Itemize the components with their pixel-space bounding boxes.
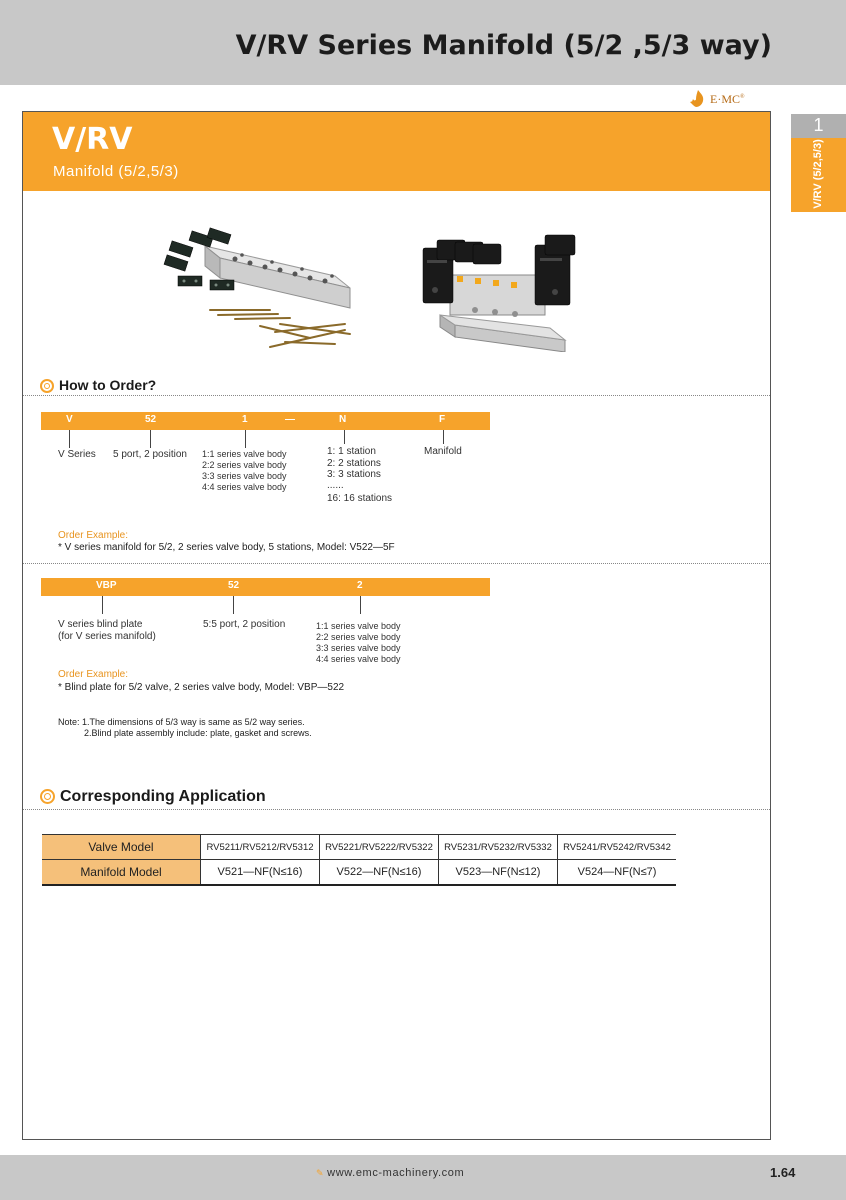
order-example-text-2: * Blind plate for 5/2 valve, 2 series valve body, Model: VBP—522 bbox=[58, 682, 345, 693]
order-example-title-1: Order Example: bbox=[58, 530, 129, 541]
website-link[interactable]: ✎ www.emc-machinery.com bbox=[316, 1167, 465, 1179]
page-number: 1.64 bbox=[770, 1165, 796, 1180]
table-row bbox=[42, 835, 676, 860]
code-seg-manifold: F bbox=[439, 414, 446, 425]
table-cell: V524—NF(N≤7) bbox=[558, 860, 677, 886]
table-row bbox=[42, 860, 676, 886]
table-cell: RV5231/RV5232/RV5332 bbox=[439, 835, 558, 860]
tick-line bbox=[233, 596, 234, 614]
label-series: V Series bbox=[58, 449, 96, 460]
assembled-valves-photo bbox=[415, 230, 590, 352]
order-code-bar-1 bbox=[41, 412, 490, 430]
order-example-text-1: * V series manifold for 5/2, 2 series valve body, 5 stations, Model: V522—5F bbox=[58, 542, 395, 553]
table-cell: RV5241/RV5242/RV5342 bbox=[558, 835, 677, 860]
application-title: Corresponding Application bbox=[40, 788, 266, 806]
tick-line bbox=[69, 430, 70, 448]
table-cell: V522—NF(N≤16) bbox=[320, 860, 439, 886]
order-code-bar-2 bbox=[41, 578, 490, 596]
code-seg-port: 52 bbox=[228, 580, 240, 591]
code-seg-stations: N bbox=[339, 414, 347, 425]
dotted-divider bbox=[23, 563, 770, 564]
tick-line bbox=[102, 596, 103, 614]
tick-line bbox=[443, 430, 444, 444]
code-seg-dash: — bbox=[285, 414, 295, 425]
code-seg-port: 52 bbox=[145, 414, 157, 425]
notes-block: Note: 1.The dimensions of 5/3 way is same as 5/2 way series. 2.Blind plate assembly include: plate, gasket and screws. bbox=[58, 717, 312, 738]
brand-logo bbox=[688, 89, 758, 109]
label-body-list: 1:1 series valve body 2:2 series valve body 3:3 series valve body 4:4 series valve body bbox=[202, 449, 287, 492]
label-port-2: 5:5 port, 2 position bbox=[203, 619, 286, 630]
label-manifold: Manifold bbox=[424, 446, 462, 457]
label-port: 5 port, 2 position bbox=[113, 449, 187, 460]
order-example-title-2: Order Example: bbox=[58, 669, 129, 680]
tick-line bbox=[344, 430, 345, 444]
manifold-parts-photo bbox=[160, 226, 360, 354]
page-title: V/RV Series Manifold (5/2 ,5/3 way) bbox=[235, 30, 772, 61]
tick-line bbox=[360, 596, 361, 614]
chapter-side-tab[interactable] bbox=[791, 114, 846, 212]
brand-name: E·MC® bbox=[710, 92, 745, 106]
label-body-list-2: 1:1 series valve body 2:2 series valve body 3:3 series valve body 4:4 series valve body bbox=[316, 621, 401, 664]
row-header-manifold-model: Manifold Model bbox=[42, 860, 201, 886]
label-stations-list: 1: 1 station 2: 2 stations 3: 3 stations ...... 16: 16 stations bbox=[327, 446, 393, 504]
chapter-number: 1 bbox=[813, 115, 824, 135]
dotted-divider bbox=[23, 809, 770, 810]
table-cell: RV5221/RV5222/RV5322 bbox=[320, 835, 439, 860]
row-header-valve-model: Valve Model bbox=[42, 835, 201, 860]
pointer-icon: ✎ bbox=[316, 1168, 325, 1178]
series-subtitle: Manifold (5/2,5/3) bbox=[53, 163, 179, 180]
dotted-divider bbox=[23, 395, 770, 396]
tick-line bbox=[245, 430, 246, 448]
ring-bullet-icon bbox=[40, 379, 54, 393]
how-to-order-title: How to Order? bbox=[40, 377, 156, 393]
application-table bbox=[42, 834, 676, 886]
chapter-label: V/RV (5/2,5/3) bbox=[812, 139, 824, 209]
code-seg-vbp: VBP bbox=[96, 580, 117, 591]
footer-bar bbox=[0, 1155, 846, 1200]
flame-logo-icon bbox=[688, 89, 708, 109]
table-cell: V521—NF(N≤16) bbox=[201, 860, 320, 886]
code-seg-body: 1 bbox=[242, 414, 248, 425]
code-seg-series: V bbox=[66, 414, 73, 425]
ring-bullet-icon bbox=[40, 789, 55, 804]
tick-line bbox=[150, 430, 151, 448]
series-code: V/RV bbox=[52, 122, 133, 157]
code-seg-body: 2 bbox=[357, 580, 363, 591]
table-cell: V523—NF(N≤12) bbox=[439, 860, 558, 886]
table-cell: RV5211/RV5212/RV5312 bbox=[201, 835, 320, 860]
label-blind-plate: V series blind plate (for V series manifold) bbox=[58, 619, 156, 642]
